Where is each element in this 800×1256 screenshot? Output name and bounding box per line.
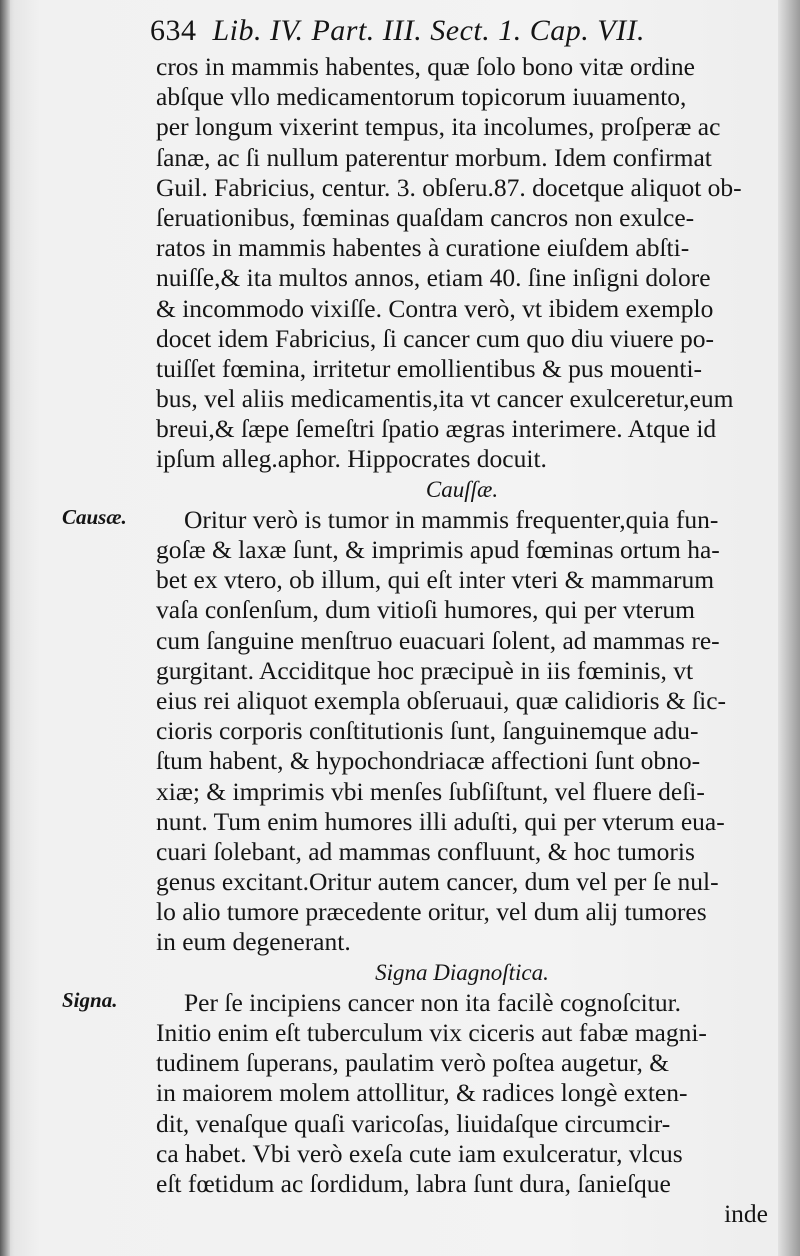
text-line: ſtum habent, & hypochondriacæ affectioni ſunt obno- (156, 746, 701, 776)
text-line: abſque vllo medicamentorum topicorum iuuamento, (156, 82, 687, 112)
text-line: cum ſanguine menſtruo euacuari ſolent, ad mammas re- (156, 625, 720, 655)
text-line: ca habet. Vbi verò exeſa cute iam exulceratur, vlcus (156, 1138, 683, 1168)
text-line: vaſa conſenſum, dum vitioſi humores, qui per vterum (156, 595, 695, 625)
text-line: Initio enim eſt tuberculum vix ciceris aut fabæ magni- (156, 1018, 707, 1047)
text-line: genus excitant.Oritur autem cancer, dum vel per ſe nul- (156, 867, 719, 897)
text-line: per longum vixerint tempus, ita incolumes, proſperæ ac (156, 112, 721, 142)
text-line: docet idem Fabricius, ſi cancer cum quo diu viuere po- (156, 323, 714, 353)
page-gutter-shadow (0, 0, 10, 1256)
page-edge-shadow (778, 0, 800, 1256)
section-heading-signa: Signa Diagnoſtica. (375, 959, 549, 985)
section-heading-causae: Cauſſæ. (425, 476, 499, 502)
text-line: xiæ; & imprimis vbi menſes ſubſiſtunt, vel fluere deſi- (156, 776, 705, 806)
margin-note-signa: Signa. (62, 988, 118, 1012)
text-line: cros in mammis habentes, quæ ſolo bono vitæ ordine (156, 52, 695, 81)
text-line: ipſum alleg.aphor. Hippocrates docuit. (156, 444, 547, 474)
text-line: tudinem ſuperans, paulatim verò poſtea augetur, & (156, 1048, 670, 1078)
text-line: dit, venaſque quaſi varicoſas, liuidaſque circumcir- (156, 1108, 671, 1138)
text-line: in eum degenerant. (156, 927, 351, 957)
text-line: ſanæ, ac ſi nullum paterentur morbum. Idem confirmat (156, 142, 712, 172)
text-line: cioris corporis conſtitutionis ſunt, ſanguinemque adu- (156, 716, 699, 746)
text-line: bet ex vtero, ob illum, qui eſt inter vteri & mammarum (156, 565, 715, 595)
text-line: gurgitant. Acciditque hoc præcipuè in iis fœminis, vt (156, 655, 694, 685)
text-line: Oritur verò is tumor in mammis frequenter,quia fun- (184, 504, 719, 534)
text-line: nuiſſe,& ita multos annos, etiam 40. ſine inſigni dolore (156, 263, 711, 293)
text-line: Guil. Fabricius, centur. 3. obſeru.87. docetque aliquot ob- (156, 172, 742, 202)
text-line: ratos in mammis habentes à curatione eiuſdem abſti- (156, 233, 690, 263)
text-line: nunt. Tum enim humores illi aduſti, qui per vterum eua- (156, 806, 725, 836)
page-number: 634 (150, 14, 197, 47)
running-head-title: Lib. IV. Part. III. Sect. 1. Cap. VII. (212, 14, 646, 47)
text-line: tuiſſet fœmina, irritetur emollientibus & pus mouenti- (156, 353, 703, 383)
running-header (150, 14, 750, 48)
text-line: bus, vel aliis medicamentis,ita vt cancer exulceretur,eum (156, 384, 734, 414)
margin-note-causae: Causæ. (62, 505, 127, 529)
text-line: breui,& ſæpe ſemeſtri ſpatio ægras interimere. Atque id (156, 414, 717, 444)
catchword: inde (724, 1199, 768, 1229)
text-line: Per ſe incipiens cancer non ita facilè cognoſcitur. (184, 987, 682, 1017)
text-line: & incommodo vixiſſe. Contra verò, vt ibidem exemplo (156, 293, 714, 323)
body-text (156, 52, 768, 1229)
text-line: goſæ & laxæ ſunt, & imprimis apud fœminas ortum ha- (156, 535, 720, 564)
text-line: lo alio tumore præcedente oritur, vel dum alij tumores (156, 897, 707, 927)
text-line: eſt fœtidum ac ſordidum, labra ſunt dura, ſanieſque (156, 1168, 671, 1198)
text-line: in maiorem molem attollitur, & radices longè exten- (156, 1078, 688, 1108)
text-line: cuari ſolebant, ad mammas confluunt, & hoc tumoris (156, 836, 695, 866)
text-line: eius rei aliquot exempla obſeruaui, quæ calidioris & ſic- (156, 685, 727, 715)
text-line: ſeruationibus, fœminas quaſdam cancros non exulce- (156, 202, 695, 232)
